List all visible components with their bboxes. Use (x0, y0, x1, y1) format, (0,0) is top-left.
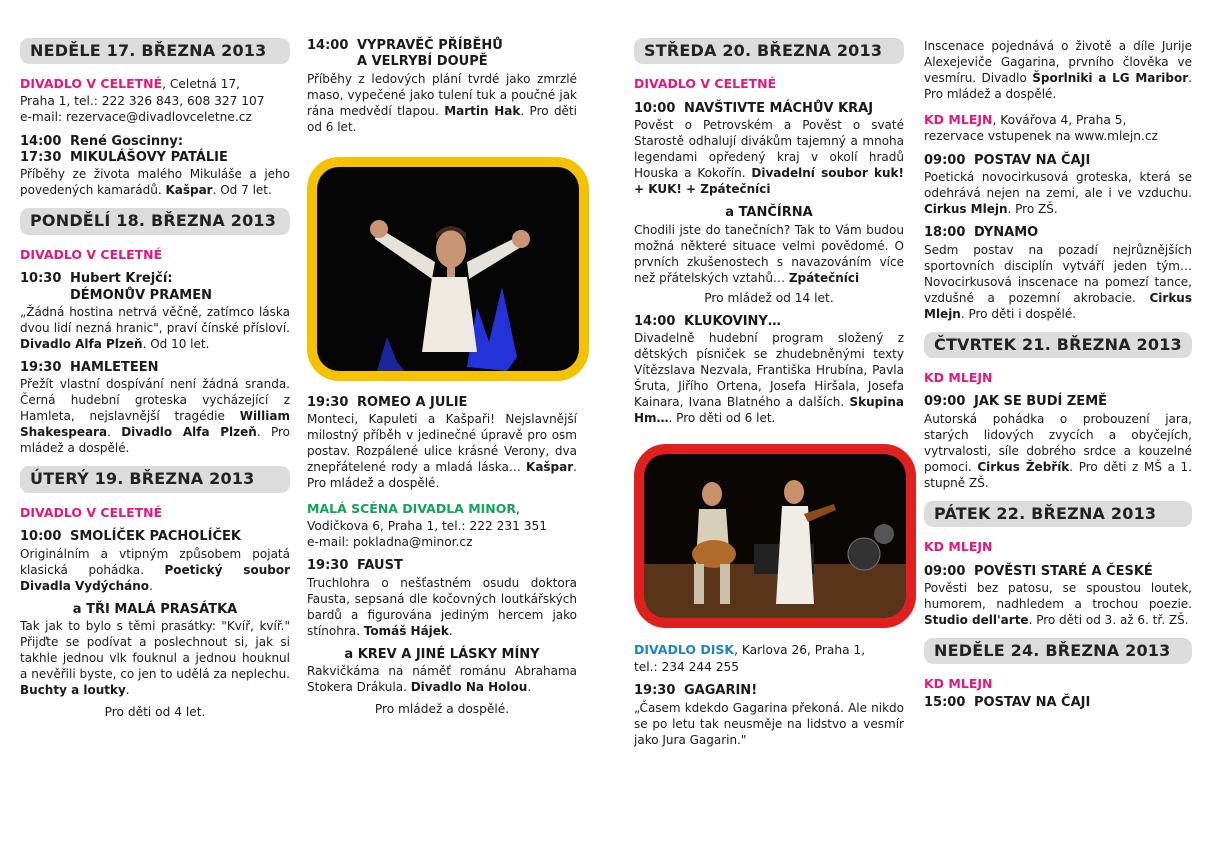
venue-email: e-mail: pokladna@minor.cz (307, 535, 473, 550)
venue-name: KD MLEJN (924, 112, 993, 127)
event-description: Pověsti bez patosu, se spoustou loutek, humorem, nadhledem a trochou poezie. Studio dell'arte. Pro děti od 3. až 6. tř. ZŠ. (924, 581, 1192, 628)
event-heading: 19:30 FAUST (307, 558, 403, 574)
event-heading: 10:00 NAVŠTIVTE MÁCHŮV KRAJ (634, 100, 874, 116)
day-header: ÚTERÝ 19. BŘEZNA 2013 (20, 466, 290, 492)
day-header: NEDĚLE 24. BŘEZNA 2013 (924, 638, 1192, 664)
venue-name: DIVADLO V CELETNÉ (20, 504, 163, 520)
age-note: Pro děti od 4 let. (104, 705, 206, 720)
event-description: „Žádná hostina netrvá věčně, zatímco láska dvou lidí nezná hranic", praví čínské přísloví. Divadlo Alfa Plzeň. Od 10 let. (20, 305, 290, 352)
storyteller-image (317, 167, 579, 371)
venue-name: DIVADLO V CELETNÉ (20, 246, 163, 262)
event-heading: 19:30 HAMLETEEN (20, 360, 159, 376)
event-description: Autorská pohádka o probouzení jara, starých lidových zvycích a obyčejích, vytrvalosti, síle dobrého srdce a kouzelné pomoci. Cirkus Žebřík. Pro děti z MŠ a 1. stupně ZŠ. (924, 411, 1192, 490)
event-heading: 19:30 ROMEO A JULIE (307, 394, 468, 410)
event-heading: 09:00 POSTAV NA ČAJI (924, 152, 1091, 168)
event-heading: 10:00 SMOLÍČEK PACHOLÍČEK (20, 529, 241, 545)
event-heading: 15:00 POSTAV NA ČAJI (924, 694, 1091, 710)
event-heading: 09:00 POVĚSTI STARÉ A ČESKÉ (924, 563, 1153, 579)
event-heading: a TANČÍRNA (725, 205, 813, 221)
day-header: STŘEDA 20. BŘEZNA 2013 (634, 38, 904, 64)
day-header: NEDĚLE 17. BŘEZNA 2013 (20, 38, 290, 64)
venue-address: , Karlova 26, Praha 1, (734, 643, 866, 658)
column-1 (20, 38, 290, 721)
day-header: ČTVRTEK 21. BŘEZNA 2013 (924, 332, 1192, 358)
day-header: PÁTEK 22. BŘEZNA 2013 (924, 501, 1192, 527)
event-description: Poetická novocirkusová groteska, která se odehrává nejen na zemi, ale i ve vzduchu. Cirkus Mlejn. Pro ZŠ. (924, 170, 1192, 217)
venue-phone: tel.: 234 244 255 (634, 659, 740, 674)
event-heading: 10:30 Hubert Krejčí: (20, 271, 173, 287)
event-description: Monteci, Kapuleti a Kašpaři! Nejslavnější milostný příběh v jedinečné úpravě pro osm postav. Rozpálené ulice krásné Verony, dva znepřátelené rody a mladá láska… Kašpar. Pro mládež a dospělé. (307, 412, 577, 491)
venue-name: DIVADLO V CELETNÉ (634, 76, 777, 92)
event-heading: 14:00 René Goscinny: (20, 133, 184, 149)
event-heading: DÉMONŮV PRAMEN (70, 287, 212, 303)
venue-reservation: rezervace vstupenek na www.mlejn.cz (924, 129, 1158, 144)
event-heading: 14:00 VYPRAVĚČ PŘÍBĚHŮ (307, 38, 503, 53)
musicians-photo (634, 444, 916, 628)
venue-address: Vodičkova 6, Praha 1, tel.: 222 231 351 (307, 518, 548, 533)
column-3 (634, 38, 904, 748)
event-description: Příběhy ze života malého Mikuláše a jeho povedených kamarádů. Kašpar. Od 7 let. (20, 167, 290, 198)
event-heading: 09:00 JAK SE BUDÍ ZEMĚ (924, 394, 1108, 410)
event-description: Pověst o Petrovském a Pověst o svaté Starostě odhalují divákům tajemný a mnoha legendami opředený kraj v okolí hradů Houska a Kokořín. Divadelní soubor kuk! + KUK! + Zpátečníci (634, 118, 904, 197)
event-description: Inscenace pojednává o životě a díle Jurije Alexejeviče Gagarina, prvního člověka ve vesmíru. Divadlo Šporlniki a LG Maribor. Pro mládež a dospělé. (924, 39, 1192, 101)
venue-name: DIVADLO V CELETNÉ (20, 76, 163, 92)
performer-photo (307, 157, 589, 381)
venue-address: , Celetná 17, (162, 77, 241, 92)
event-description: Přežít vlastní dospívání není žádná sranda. Černá hudební groteska vycházející z Hamleta, nejslavnější tragédie William Shakespeara. Divadlo Alfa Plzeň. Pro mládež a dospělé. (20, 377, 290, 456)
column-4 (924, 38, 1192, 711)
event-description: Sedm postav na pozadí nejrůznějších sportovních disciplín vytváří jeden tým… Novocirkusová inscenace na pomezí tance, vzdušné a pozemní akrobacie. Cirkus Mlejn. Pro děti i dospělé. (924, 242, 1192, 321)
venue-name: DIVADLO DISK (634, 642, 735, 658)
musicians-image (644, 454, 906, 618)
event-heading: a KREV A JINÉ LÁSKY MÍNY (344, 646, 540, 662)
venue-address: , (516, 502, 520, 517)
event-description: Originálním a vtipným způsobem pojatá klasická pohádka. Poetický soubor Divadla Vydýcháno. (20, 546, 290, 593)
event-description: Tak jak to bylo s těmi prasátky: "Kvíř, kvíř." Přijďte se podívat a poslechnout si, jak si takhle jednou vlk fouknul a jednou houknul a nevěřili byste, co jen to udělá za neplechu. Buchty a loutky. (20, 619, 290, 698)
event-heading: a TŘI MALÁ PRASÁTKA (72, 601, 238, 617)
venue-address: Praha 1, tel.: 222 326 843, 608 327 107 (20, 93, 265, 108)
age-note: Pro mládež od 14 let. (704, 290, 834, 305)
venue-name: KD MLEJN (924, 539, 993, 555)
event-description: „Časem kdekdo Gagarina překoná. Ale nikdo se po letu tak neusměje na lidstvo a vesmír jako Jura Gagarin." (634, 700, 904, 747)
event-description: Chodili jste do tanečních? Tak to Vám budou možná některé situace velmi povědomé. O prvních zkušenostech s navazováním více než přátelských vztahů… Zpátečníci (634, 222, 904, 285)
event-heading: 17:30 MIKULÁŠOVY PATÁLIE (20, 150, 228, 166)
event-heading: 14:00 KLUKOVINY… (634, 314, 781, 330)
event-heading: 18:00 DYNAMO (924, 225, 1039, 241)
day-header: PONDĚLÍ 18. BŘEZNA 2013 (20, 208, 290, 234)
venue-email: e-mail: rezervace@divadlovceletne.cz (20, 110, 252, 125)
event-heading: 19:30 GAGARIN! (634, 683, 758, 699)
venue-name: KD MLEJN (924, 370, 993, 386)
column-2 (307, 38, 577, 718)
event-description: Truchlohra o nešťastném osudu doktora Fausta, sepsaná dle kočovných loutkářských bardů a figurována jediným hercem jako stínohra. Tomáš Hájek. (307, 575, 577, 638)
event-description: Divadelně hudební program složený z dětských písniček se zhudebněnými texty Vítězslava Nezvala, Františka Hrubína, Pavla Šruta, Jiřího Ortena, Josefa Hiršala, Josefa Kainara, Ivana Blatného a dalších. Skupina Hm…. Pro děti od 6 let. (634, 331, 904, 426)
venue-address: , Kovářova 4, Praha 5, (992, 113, 1127, 127)
event-description: Příběhy z ledových plání tvrdé jako zmrzlé maso, vypečené jako tulení tuk a poučné jak rána medvědí tlapou. Martin Hak. Pro děti od 6 let. (307, 71, 577, 134)
event-description: Rakvičkáma na náměť románu Abrahama Stokera Drákula. Divadlo Na Holou. (307, 664, 577, 695)
venue-name: KD MLEJN (924, 676, 993, 692)
age-note: Pro mládež a dospělé. (374, 702, 510, 717)
venue-name: MALÁ SCÉNA DIVADLA MINOR (307, 501, 517, 517)
event-heading: A VELRYBÍ DOUPĚ (357, 54, 488, 70)
